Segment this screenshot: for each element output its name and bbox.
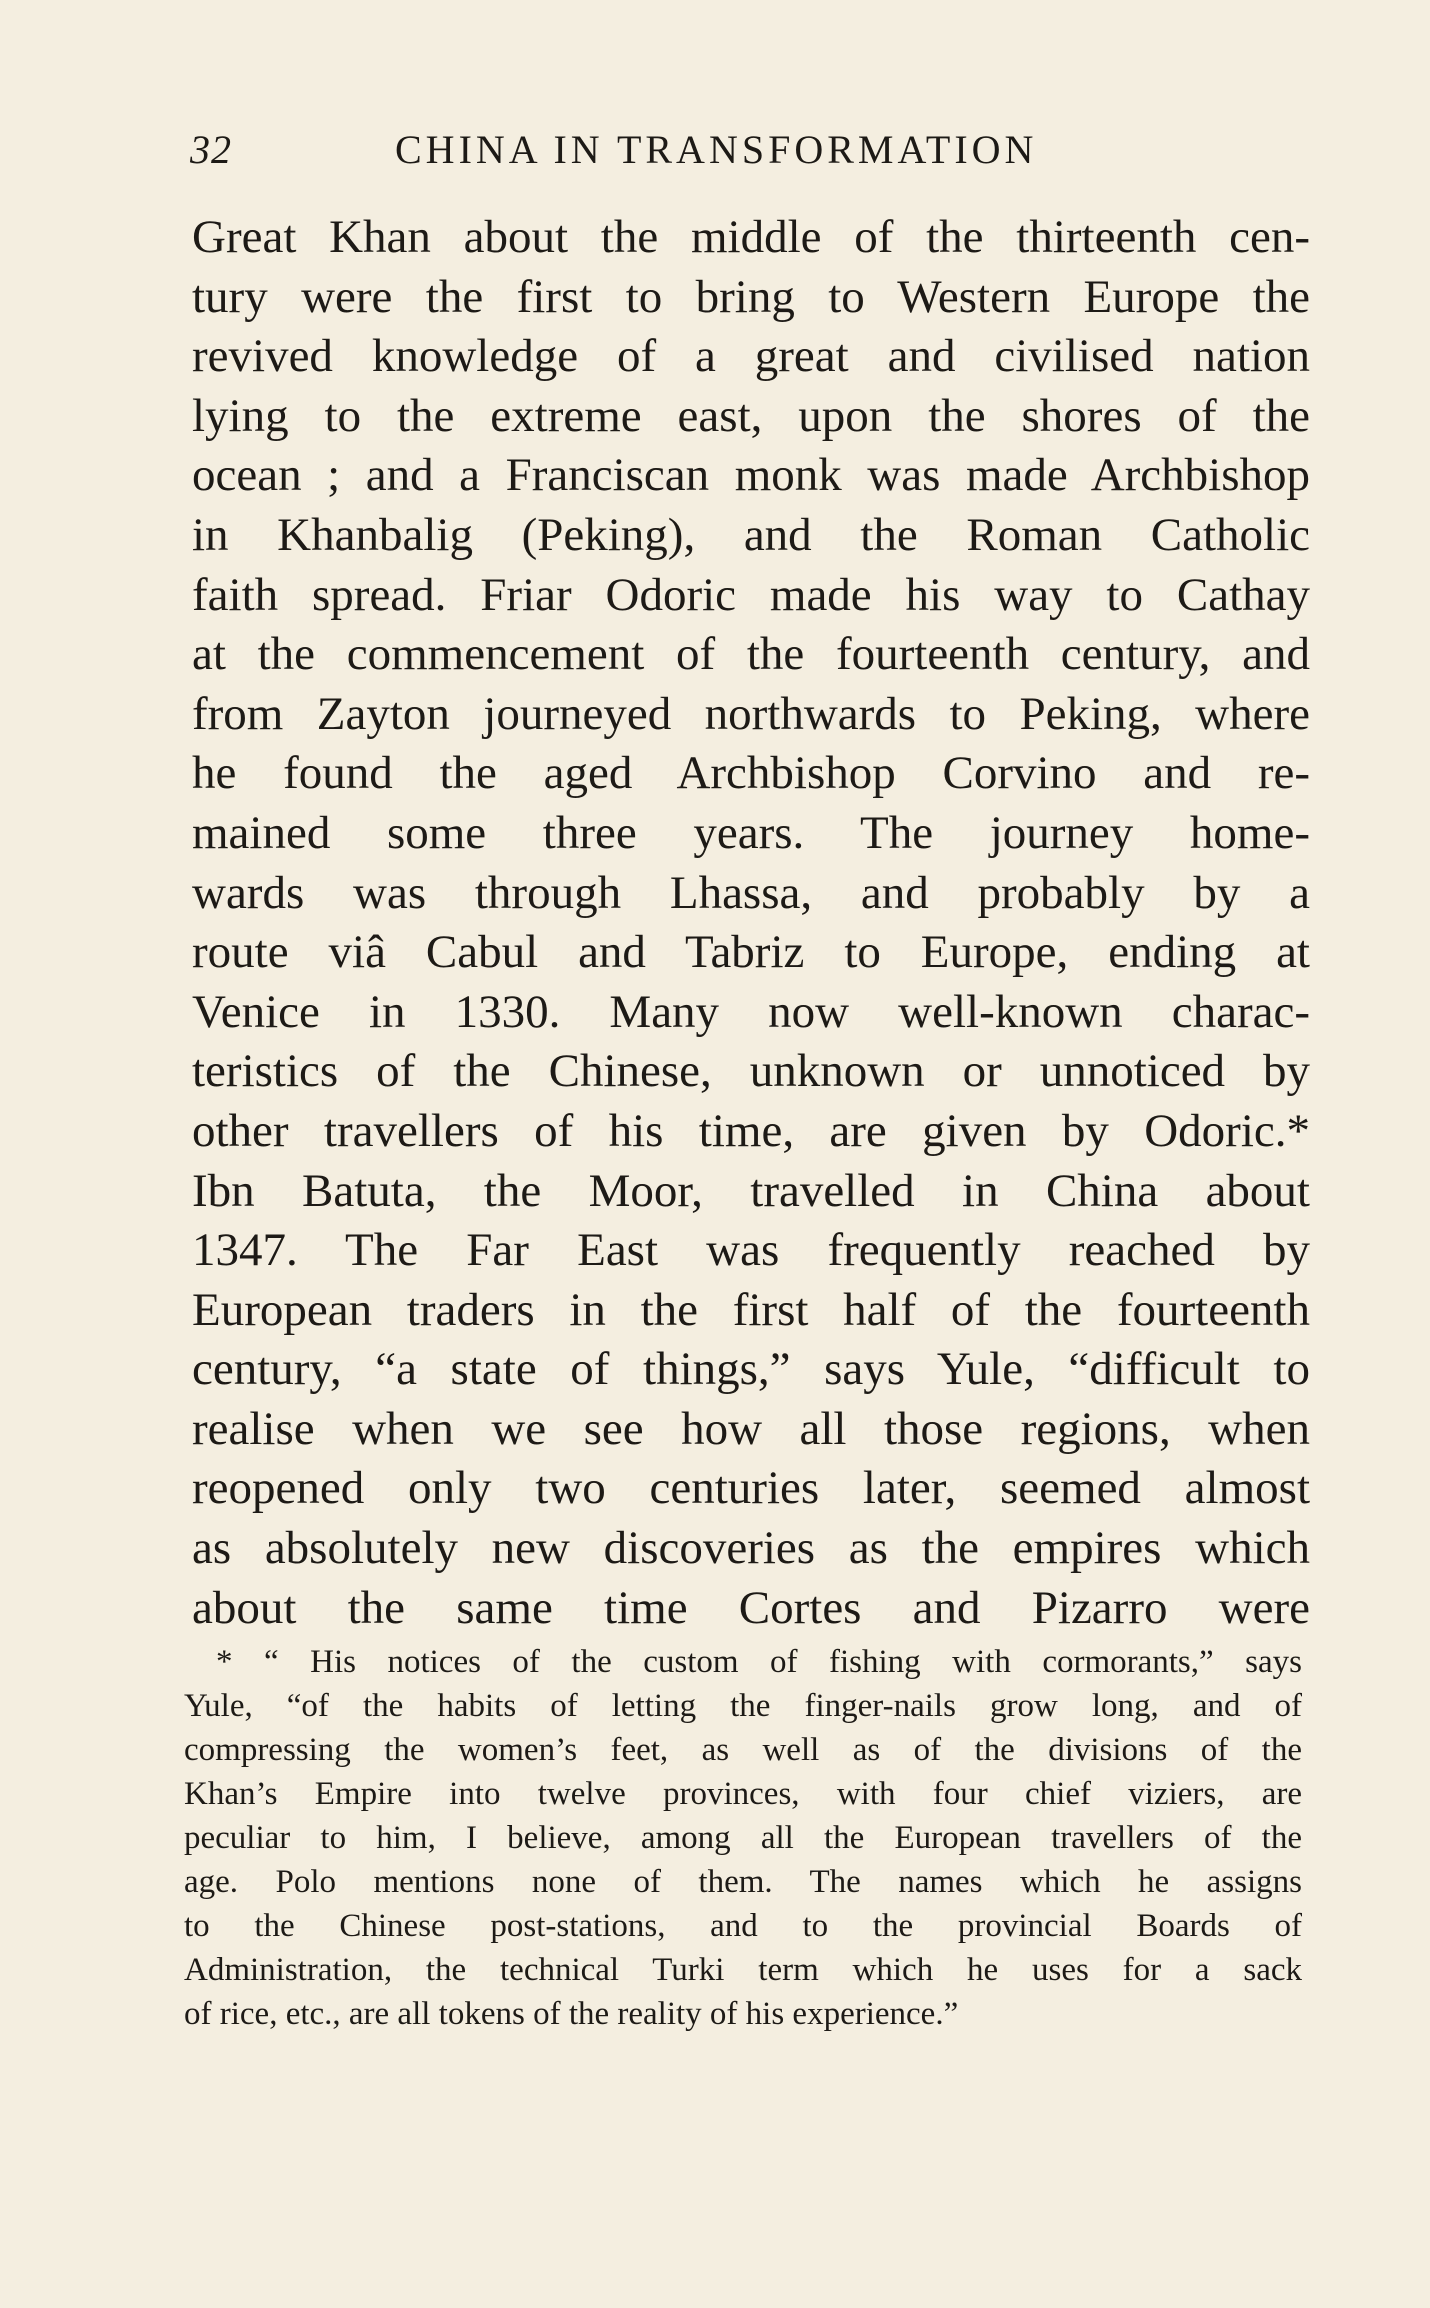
body-line: Great Khan about the middle of the thirteenth cen- bbox=[192, 211, 1310, 263]
body-line: lying to the extreme east, upon the shores of the bbox=[192, 389, 1310, 442]
footnote-line: age. Polo mentions none of them. The names which he assigns bbox=[184, 1864, 1302, 1900]
body-line: route viâ Cabul and Tabriz to Europe, ending at bbox=[192, 926, 1310, 979]
body-line: in Khanbalig (Peking), and the Roman Catholic bbox=[192, 508, 1310, 561]
body-line: Venice in 1330. Many now well-known charac- bbox=[192, 985, 1310, 1038]
body-line: from Zayton journeyed northwards to Peking, where bbox=[192, 687, 1310, 740]
page-number: 32 bbox=[190, 127, 232, 172]
body-line: wards was through Lhassa, and probably by a bbox=[192, 866, 1310, 919]
body-line: European traders in the first half of the fourteenth bbox=[192, 1283, 1310, 1336]
footnote-line: Yule, “of the habits of letting the finger-nails grow long, and of bbox=[184, 1688, 1302, 1724]
body-line: as absolutely new discoveries as the empires which bbox=[192, 1522, 1310, 1575]
body-line: tury were the first to bring to Western Europe the bbox=[192, 270, 1310, 323]
footnote-line: of rice, etc., are all tokens of the reality of his experience.” bbox=[184, 1996, 959, 2032]
body-line: century, “a state of things,” says Yule, “difficult to bbox=[192, 1343, 1310, 1396]
footnote bbox=[184, 1640, 1302, 2036]
body-line: teristics of the Chinese, unknown or unnoticed by bbox=[192, 1045, 1310, 1098]
body-line: revived knowledge of a great and civilised nation bbox=[192, 330, 1310, 383]
footnote-line: * “ His notices of the custom of fishing with cormorants,” says bbox=[216, 1644, 1302, 1680]
footnote-line: Administration, the technical Turki term which he uses for a sack bbox=[184, 1952, 1302, 1988]
footnote-line: compressing the women’s feet, as well as of the divisions of the bbox=[184, 1732, 1302, 1768]
body-line: ocean ; and a Franciscan monk was made Archbishop bbox=[192, 449, 1310, 502]
body-line: Ibn Batuta, the Moor, travelled in China about bbox=[192, 1164, 1310, 1217]
footnote-line: peculiar to him, I believe, among all the European travellers of the bbox=[184, 1820, 1302, 1856]
body-line: reopened only two centuries later, seemed almost bbox=[192, 1462, 1310, 1515]
body-line: faith spread. Friar Odoric made his way to Cathay bbox=[192, 568, 1310, 621]
body-line: he found the aged Archbishop Corvino and re- bbox=[192, 747, 1310, 800]
body-line: mained some three years. The journey home- bbox=[192, 806, 1310, 859]
running-head: CHINA IN TRANSFORMATION bbox=[395, 127, 1038, 172]
body-line: 1347. The Far East was frequently reached by bbox=[192, 1224, 1310, 1277]
body-line: at the commencement of the fourteenth century, and bbox=[192, 628, 1310, 681]
footnote-line: Khan’s Empire into twelve provinces, with four chief viziers, are bbox=[184, 1776, 1302, 1812]
body-line: other travellers of his time, are given by Odoric.* bbox=[192, 1104, 1310, 1157]
footnote-line: to the Chinese post-stations, and to the provincial Boards of bbox=[184, 1908, 1302, 1944]
page-header bbox=[190, 126, 1130, 186]
body-text bbox=[192, 208, 1310, 1638]
body-line: about the same time Cortes and Pizarro were bbox=[192, 1581, 1310, 1634]
body-line: realise when we see how all those regions, when bbox=[192, 1402, 1310, 1455]
